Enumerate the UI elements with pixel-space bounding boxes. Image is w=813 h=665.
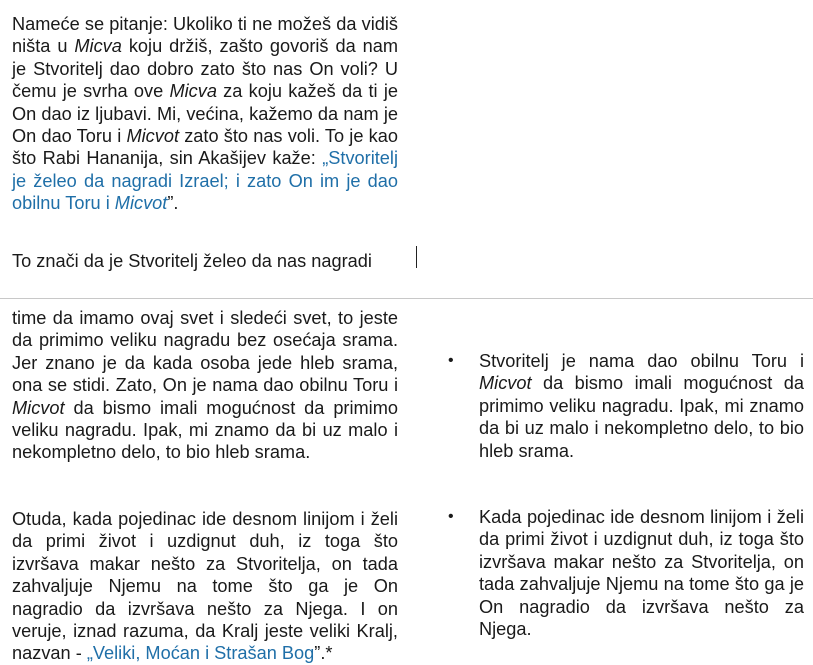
text-run: Stvoritelj je nama dao obilnu Toru i <box>479 351 804 371</box>
page-break-line <box>0 298 813 299</box>
italic-term: Micvot <box>479 373 532 394</box>
italic-term: Micva <box>169 81 217 102</box>
summary-bullet-right-line <box>448 506 804 640</box>
text-run: koju držiš, zašto govoriš da nam je Stvoritelj dao dobro zato što nas On voli? U čemu je svrha ove <box>12 36 398 102</box>
quoted-text: „Stvoritelj je želeo da nagradi Izrael; i zato On im je dao obilnu Toru i <box>12 148 398 214</box>
text-run: ”. <box>167 193 179 214</box>
italic-term: Micvot <box>126 126 179 147</box>
bullet-icon: • <box>448 508 454 525</box>
italic-term: Micvot <box>12 397 65 418</box>
bullet-icon: • <box>448 352 454 369</box>
paragraph-reward-continued <box>12 307 398 464</box>
bullet-text <box>479 506 804 640</box>
text-run: zato što nas voli. To je kao što Rabi Hananija, sin Akašijev kaže: <box>12 126 398 169</box>
paragraph-question <box>12 13 398 215</box>
text-cursor <box>416 246 417 268</box>
bullet-text <box>479 350 804 462</box>
quoted-text: „Veliki, Moćan i Strašan Bog <box>86 643 315 664</box>
text-run: da bismo imali mogućnost da primimo veliku nagradu. Ipak, mi znamo da bi uz malo i nekompletno delo, to bio hleb srama. <box>479 373 804 461</box>
text-run: Kada pojedinac ide desnom linijom i želi da primi život i uzdignut duh, iz toga što izvršava makar nešto za Stvoritelja, on tada zahvaljuje Njemu na tome što ga je On nagradio da izvršava nešto za Njega. <box>479 507 804 640</box>
text-run: time da imamo ovaj svet i sledeći svet, to jeste da primimo veliku nagradu bez osećaja srama. Jer znano je da kada osoba jede hleb srama, ona se stidi. Zato, On je nama dao obilnu Toru i <box>12 308 398 396</box>
text-run: To znači da je Stvoritelj želeo da nas nagradi <box>12 251 372 271</box>
summary-bullet-torah <box>448 350 804 462</box>
text-run: Nameće se pitanje: Ukoliko ti ne možeš da vidiš ništa u <box>12 14 398 57</box>
text-run: da bismo imali mogućnost da primimo veliku nagradu. Ipak, mi znamo da bi uz malo i nekompletno delo, to bio hleb srama. <box>12 397 398 463</box>
text-run: ”.* <box>314 643 333 664</box>
text-run: za koju kažeš da ti je On dao iz ljubavi. Mi, većina, kažemo da nam je On dao Toru i <box>12 81 399 147</box>
quoted-italic-term: Micvot <box>114 193 168 214</box>
text-run: Otuda, kada pojedinac ide desnom linijom i želi da primi život i uzdignut duh, iz toga što izvršava makar nešto za Stvoritelja, on tada zahvaljuje Njemu na tome što ga je On nagradio da izvršava nešto za Njega. I on veruje, iznad razuma, da Kralj jeste veliki Kralj, nazvan - <box>12 509 398 664</box>
paragraph-reward-start <box>12 250 398 272</box>
paragraph-right-line <box>12 508 398 665</box>
italic-term: Micva <box>74 36 122 57</box>
